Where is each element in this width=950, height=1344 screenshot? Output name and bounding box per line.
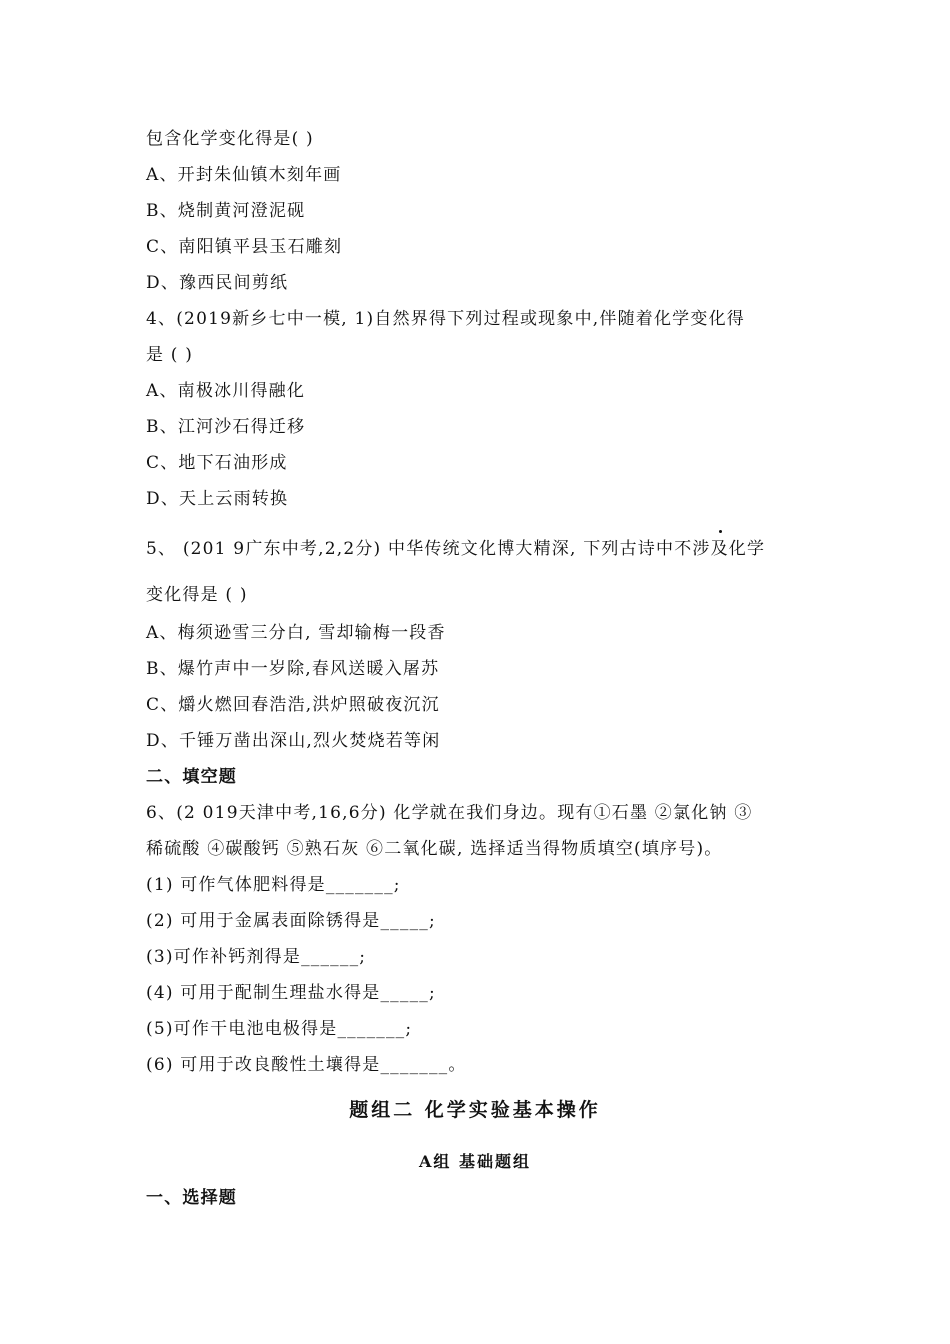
q4-stem-line1: 4、(2019新乡七中一模, 1)自然界得下列过程或现象中,伴随着化学变化得 [146, 309, 745, 329]
q5-stem-line2: 变化得是 ( ) [146, 585, 248, 605]
group-title: 题组二 化学实验基本操作 [349, 1099, 601, 1121]
q3-option-b: B、烧制黄河澄泥砚 [146, 201, 306, 221]
q3-stem-continuation: 包含化学变化得是( ) [146, 129, 314, 149]
q4-option-a: A、南极冰川得融化 [146, 381, 306, 401]
q6-item-1: (1) 可作气体肥料得是_______; [146, 875, 401, 895]
group-subtitle: A组 基础题组 [419, 1152, 531, 1171]
q5-stem-line1: 5、 (201 9广东中考,2,2分) 中华传统文化博大精深, 下列古诗中不涉及化学 [146, 539, 766, 559]
q4-option-d: D、天上云雨转换 [146, 489, 289, 509]
q3-option-c: C、南阳镇平县玉石雕刻 [146, 237, 343, 257]
q6-stem-line1: 6、(2 019天津中考,16,6分) 化学就在我们身边。现有①石墨 ②氯化钠 ③ [146, 803, 753, 823]
q6-item-5: (5)可作干电池电极得是_______; [146, 1019, 413, 1039]
section-heading-fill-in: 二、填空题 [146, 767, 237, 787]
q6-item-6: (6) 可用于改良酸性土壤得是_______。 [146, 1055, 467, 1075]
q4-option-c: C、地下石油形成 [146, 453, 288, 473]
q5-option-d: D、千锤万凿出深山,烈火焚烧若等闲 [146, 731, 441, 751]
q6-item-2: (2) 可用于金属表面除锈得是_____; [146, 911, 436, 931]
q4-option-b: B、江河沙石得迁移 [146, 417, 306, 437]
q5-option-a: A、梅须逊雪三分白, 雪却输梅一段香 [146, 623, 446, 643]
emphasis-dot [719, 530, 722, 533]
q4-stem-line2: 是 ( ) [146, 345, 194, 365]
q6-item-4: (4) 可用于配制生理盐水得是_____; [146, 983, 436, 1003]
section-heading-choice: 一、选择题 [146, 1188, 237, 1208]
q6-item-3: (3)可作补钙剂得是______; [146, 947, 367, 967]
q3-option-a: A、开封朱仙镇木刻年画 [146, 165, 342, 185]
q5-option-b: B、爆竹声中一岁除,春风送暖入屠苏 [146, 659, 440, 679]
q6-stem-line2: 稀硫酸 ④碳酸钙 ⑤熟石灰 ⑥二氧化碳, 选择适当得物质填空(填序号)。 [146, 839, 723, 859]
q5-option-c: C、爝火燃回春浩浩,洪炉照破夜沉沉 [146, 695, 440, 715]
q3-option-d: D、豫西民间剪纸 [146, 273, 289, 293]
